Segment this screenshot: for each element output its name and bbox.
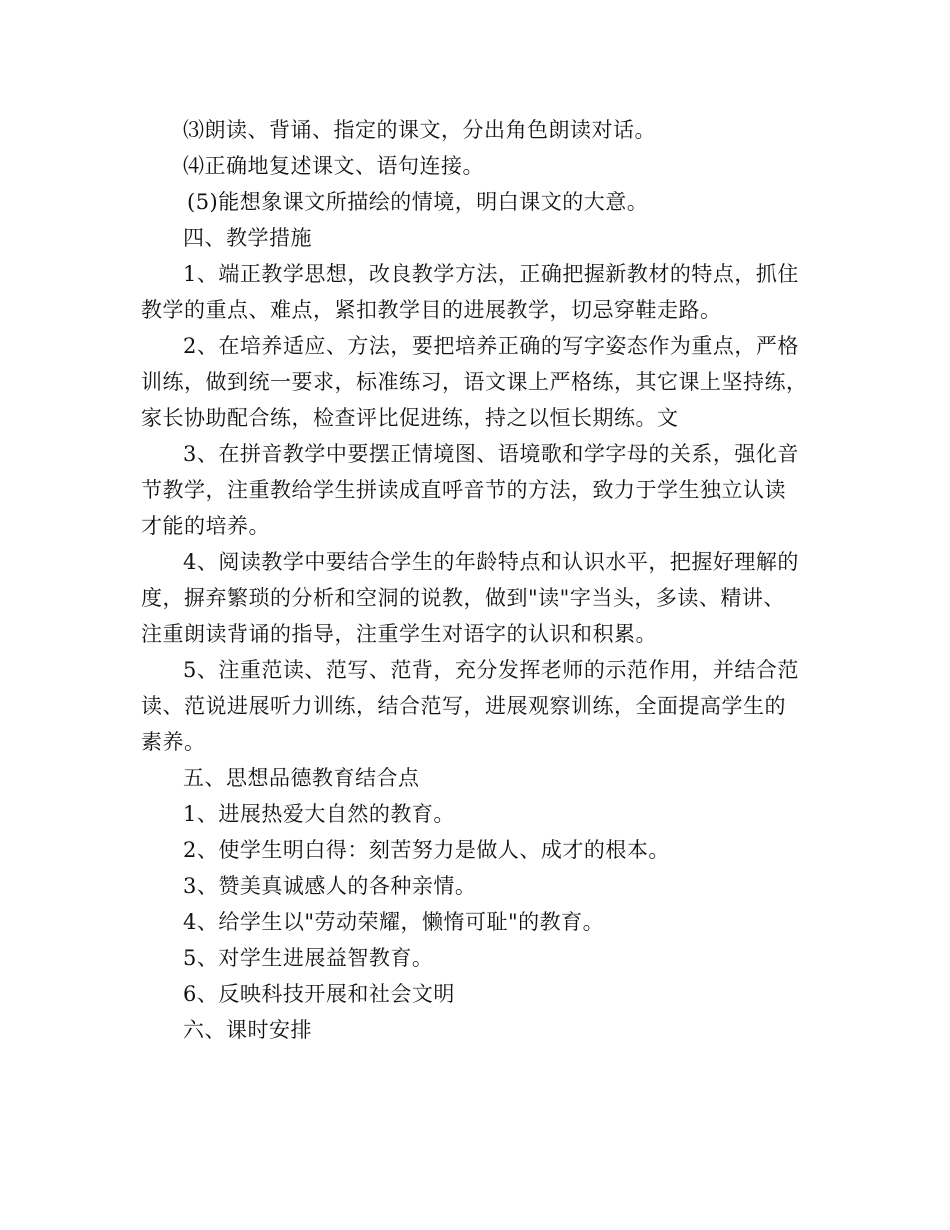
- paragraph-line: 注重朗读背诵的指导，注重学生对语字的认识和积累。: [141, 622, 657, 646]
- paragraph-line: 2、在培养适应、方法，要把培养正确的写字姿态作为重点，严格: [183, 334, 799, 358]
- paragraph-line: 3、在拼音教学中要摆正情境图、语境歌和学字母的关系，强化音: [183, 442, 799, 466]
- document-body: [141, 112, 821, 1048]
- list-item: ⑶朗读、背诵、指定的课文，分出角色朗读对话。: [183, 118, 656, 142]
- paragraph-line: 教学的重点、难点，紧扣教学目的进展教学，切忌穿鞋走路。: [141, 298, 722, 322]
- paragraph-line: 训练，做到统一要求，标准练习，语文课上严格练，其它课上坚持练，: [141, 370, 808, 394]
- paragraph-line: 度，摒弃繁琐的分析和空洞的说教，做到"读"字当头，多读、精讲、: [141, 586, 785, 610]
- list-item: ⑷正确地复述课文、语句连接。: [183, 154, 484, 178]
- paragraph-line: 家长协助配合练，检查评比促进练，持之以恒长期练。文: [141, 406, 679, 430]
- list-item: 5、对学生进展益智教育。: [183, 946, 434, 970]
- paragraph-line: 4、阅读教学中要结合学生的年龄特点和认识水平，把握好理解的: [183, 550, 799, 574]
- list-item: 6、反映科技开展和社会文明: [183, 982, 455, 1006]
- list-item: 4、给学生以"劳动荣耀，懒惰可耻"的教育。: [183, 910, 605, 934]
- section-heading: 四、教学措施: [183, 226, 312, 250]
- list-item: 2、使学生明白得：刻苦努力是做人、成才的根本。: [183, 838, 670, 862]
- paragraph-line: 1、端正教学思想，改良教学方法，正确把握新教材的特点，抓住: [183, 262, 799, 286]
- paragraph-line: 才能的培养。: [141, 514, 270, 538]
- section-heading: 五、思想品德教育结合点: [183, 766, 420, 790]
- paragraph-line: 节教学，注重教给学生拼读成直呼音节的方法，致力于学生独立认读: [141, 478, 786, 502]
- list-item: 1、进展热爱大自然的教育。: [183, 802, 455, 826]
- paragraph-line: 素养。: [141, 730, 206, 754]
- paragraph-line: 读、范说进展听力训练，结合范写，进展观察训练，全面提高学生的: [141, 694, 786, 718]
- section-heading: 六、课时安排: [183, 1018, 312, 1042]
- paragraph-line: 5、注重范读、范写、范背，充分发挥老师的示范作用，并结合范: [183, 658, 799, 682]
- list-item: (5)能想象课文所描绘的情境，明白课文的大意。: [187, 190, 649, 214]
- list-item: 3、赞美真诚感人的各种亲情。: [183, 874, 477, 898]
